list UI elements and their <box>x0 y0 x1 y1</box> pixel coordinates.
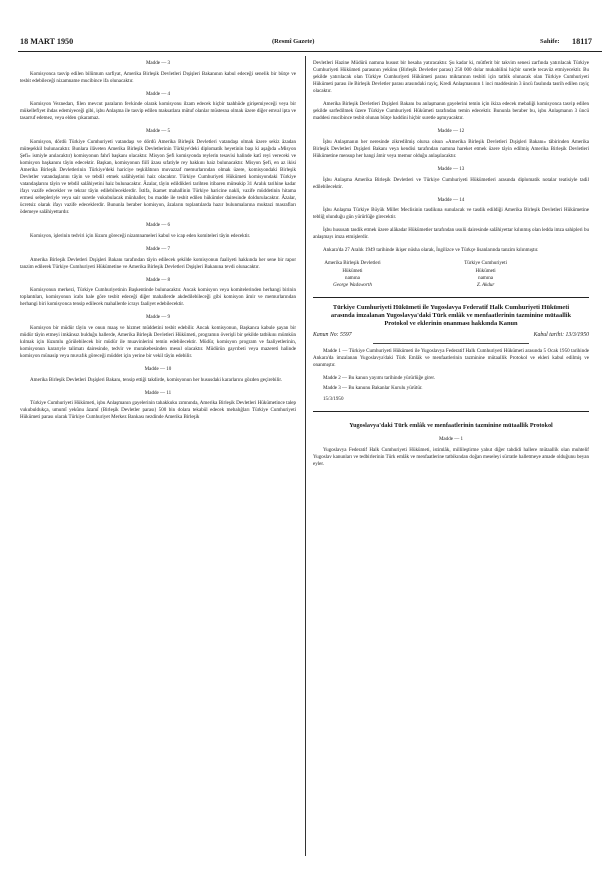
article-text: Komisyonca tasvip edilen bilûmum sarfiyat, Amerika Birleşik Devletleri Dışişleri Bakanının kabul edeceği senelik bir bütçe ve tesbit edebileceği nizamname mucibince ifa olunacaktır. <box>20 70 296 84</box>
signatory-namina-us: namına <box>345 274 360 281</box>
article-text: Komisyon bir müdür tâyin ve onun maaş ve hizmet müddetini tesbit edebilir. Ancak komisyonun, Başkanca kabule şayan bir müdür tâyin etmeyi imkânsız bulduğu hallerde, Amerika Birleşik Devletleri Hükümeti, programın överişli bir şekilde tatbikını mümkün kılmak için lüzumlu görülebilecek bir müdür ile muavinlerini temin edebilecektir. Müdür, komisyon program ve faaliyetlerinin, komisyonun kararıyle talimatı dairesinde, tedvir ve murakebesinden mesul olacaktır. Müdürün gayrıbeti veya mazereti halinde komisyon münasip veya muvafık göreceği müddet için yerine bir vekil tâyin edebilir. <box>20 324 296 360</box>
continuation-paragraph-2: Amerika Birleşik Devletleri Dışişleri Bakanı bu anlaşmanın gayelerini temin için ikiza edecek mebaliği komisyonca tasvip edilen şekilde sarfedilmek üzere Türkiye Cumhuriyeti Hükümeti tarafından temin edecektir. Bununla beraber bu, işbu Anlaşmanın 3 üncü maddesi mucibince tesbit olunan bütçe haddini hiçbir suretle aşmıyacaktır. <box>313 101 589 122</box>
law-date: 15/3/1950 <box>323 395 344 402</box>
signatory-name-tr: Z. Akdur <box>476 281 495 288</box>
article-heading: Madde — 7 <box>145 245 171 252</box>
article-heading: Madde — 4 <box>145 90 171 97</box>
article-heading: Madde — 12 <box>437 128 465 135</box>
article-text: Amerika Birleşik Devletleri Dışişleri Bakanı, tensip ettiği takdirde, komisyonun her hususdaki kararlarını gözden geçirebilir. <box>30 376 282 383</box>
law-meta <box>313 332 589 339</box>
page-header <box>20 37 600 49</box>
article-text: Komisyon, işlerinin tedviri için lüzum göreceği nizamnameleri kabul ve icap eden komiteleri tâyin edecektir. <box>30 232 251 239</box>
protocol-article-heading: Madde — 1 <box>438 436 464 442</box>
page-number: 18117 <box>572 37 593 46</box>
signatory-org-tr: Türkiye Cumhuriyeti Hükümeti <box>464 260 507 274</box>
law-acceptance-date: Kabul tarihi: 13/3/1950 <box>533 331 589 338</box>
law-article: Madde 1 — Türkiye Cumhuriyeti Hükümeti ile Yugoslavya Federatif Halk Cumhuriyeti Hükümeti arasında 5 Ocak 1950 tarihinde Ankara'da imzalanan Yugoslavya'daki Türk Emlâk ve menfaatlerinin tazminine mütaallik Protokol ve ekleri kabul edilmiş ve onanmıştır. <box>313 347 589 368</box>
law-separator <box>373 343 529 344</box>
article-heading: Madde — 14 <box>437 196 465 203</box>
gazette-name: (Resmî Gazete) <box>272 38 315 45</box>
article-heading: Madde — 5 <box>145 128 171 135</box>
page-label: Sahife: <box>540 38 560 45</box>
article-heading: Madde — 11 <box>144 389 172 396</box>
article-heading: Madde — 9 <box>145 314 171 321</box>
article-text: İşbu Anlaşmanın her neresinde zikredilmiş olursa olsun «Amerika Birleşik Devletleri Dışişleri Bakanı» tâbirinden Amerika Birleşik Devletleri Dışişleri Bakanı veya kendisi tarafından namına hareket etmek üzere tâyin edilmiş Amerika Birleşik Devletleri Hükümetine mensup her hangi âmir veya memur olduğu anlaşılacaktır. <box>313 138 589 160</box>
protocol-title: Yugoslavya'daki Türk emlâk ve menfaatlerinin tazminine mütaallik Protokol <box>349 422 553 429</box>
signature-block <box>313 260 589 288</box>
article-text: Komisyon, dördü Türkiye Cumhuriyeti vatandaşı ve dördü Amerika Birleşik Devletleri vatandaşı olmak üzere sekiz âzadan müteşekkil bulunacaktır. Bunlara ilâveten Amerika Birleşik Devletlerinin Türkiye'deki diplomatik heyetinin başı ki aşağıda «Misyon Şefi» ismiyle anılacaktır) komisyonun fahrî başkanı olacaktır. Misyon Şefi komisyonda reylerin tesavisi halinde katî reyi vereceki ve komisyon başkanını tâyin edecektir. Başkan, komisyonun fiilî âzası sıfatiyle rey hakkını haiz bulunacaktır. Misyon Şefi, en az ikisi Amerika Birleşik Devletlerinin Türkiye'deki hariciye teşkilâtının muvazzaf memurlarından olmak üzere, komisyondaki Birleşik Devletler vatandaşlarını tâyin ve tebdil etmek salâhiyetini haiz olacaktır. Türkiye Cumhuriyeti Hükümeti komisyondaki Türkiye vatandaşlarını tâyin ve tebdil salâhiyetini haiz bulunacaktır. Âzalar, tâyin edildikleri tarihten itibaren müteakip 31 Aralık tarihine kadar ifayı vazife edecekler ve tekrar tâyin edilebileceklerdir. İstifa, ikamet mahallinin Türkiye haricine nakli, vazife müddetinin hitama ermesi sebepleriyle veya sair suretle vukubulacak münhaller, bu madde ile tesbit edilen hükümler dairesinde doldurulacaktır. Âzalar, ücretsiz olarak ifayı vazife edeceklerdir. Bununla beraber komisyon, âzaların toplantılarda hazır bulunmalarına muktazi masrafları ödemeye salâhiyettardır. <box>20 138 296 216</box>
signatory-name-us: George Wadsworth <box>333 281 372 288</box>
article-text: Amerika Birleşik Devletleri Dışişleri Bakanı tarafından tâyin edilecek şekilde komisyonun faaliyeti hakkında her sene bir rapor tanzim edilerek Türkiye Cumhuriyeti Hükümetine ve Amerika Birleşik Devletleri Dışişleri Bakanına tevdi olunacaktır. <box>20 256 296 270</box>
article-heading: Madde — 3 <box>145 60 171 66</box>
header-rule <box>18 51 602 52</box>
column-divider <box>305 56 306 856</box>
law-number: Kanun No: 5597 <box>313 331 352 338</box>
article-text: Komisyon Veznedarı, filen mevcut paraların fevkinde olarak komisyonu ilzam edecek hiçbir taahhüde girişemiyeceği veya bir mükellefiyet ihdas edemiyeceği gibi, işbu Anlaşma ile tasvip edilen maksatlara mütuf olanlar müstesna olmak üzere diğer emval ipta ve tasarruf edemez, veya elden çıkaramaz. <box>20 101 296 122</box>
section-rule <box>313 297 589 298</box>
article-heading: Madde — 8 <box>145 276 171 283</box>
law-article: Madde 2 — Bu kanun yayımı tarihinde yürürlüğe girer. <box>323 374 435 381</box>
article-text: Türkiye Cumhuriyeti Hükümeti, işbu Anlaşmanın gayelerinin tahakkuku zımnında, Amerika Birleşik Devletleri Hükümetince talep vukubuldukça, umumî yekûnu âzamî (Birleşik Devletler parası) 500 bin dolara tekabül edecek mebalığları Türkiye Cumhuriyeti Hükümeti parası olarak Türkiye Cumhuriyet Merkez Bankası nezdinde Amerika Birleşik <box>20 400 296 421</box>
signatory-namina-tr: namına <box>478 274 494 281</box>
protocol-article-text: Yugoslavya Federatif Halk Cumhuriyeti Hükümeti, istimlâk, millileştirme yahut diğer tahdidi hallere mütaallik olan muhtelif Yugoslav kanunları ve tedbirlerinin Türk emlâk ve menfaatlerine tatbikından doğan meseleyi sürratle halletmeye amade olduğunu beyan eyler. <box>313 446 589 467</box>
right-column <box>313 60 589 474</box>
issue-date: 18 MART 1950 <box>20 37 74 46</box>
article-text: İşbu Anlaşma Amerika Birleşik Devletleri ve Türkiye Cumhuriyeti Hükümetleri arasında diplomatik notalar teatisiyle tadil edilebilecektir. <box>313 176 589 190</box>
article-text: Komisyonun merkezi, Türkiye Cumhuriyetinin Başkentinde bulunacaktır. Ancak komisyon veya komitelerinden herhangi birinin toplantıları, komisyonun icabı hale göre tesbit edeceği diğer mahallerde akdedilebileceği gibi komisyon âmir ve memurlarından herhangi biri komisyonca tensip edilecek mahallerde icrayı faaliyet edebilecektir. <box>20 287 296 308</box>
signatory-org-us: Amerika Birleşik Devletleri Hükümeti <box>324 260 381 274</box>
article-heading: Madde — 10 <box>144 366 172 373</box>
law-title: Türkiye Cumhuriyeti Hükümeti ile Yugoslavya Federatif Halk Cumhuriyeti Hükümeti arasında imzalanan Yugoslavya'daki Türk emlâk ve menfaatlerinin tazminine mütaallik Protokol ve eklerinin onanması hakkında Kanun <box>330 303 572 327</box>
closing-date-paragraph: Ankara'da 27 Aralık 1949 tarihinde ikişer nüsha olarak, İngilizce ve Türkçe lisanlarında tanzim kılınmıştır. <box>323 247 539 254</box>
article-heading: Madde — 6 <box>145 222 171 229</box>
left-column <box>20 60 296 427</box>
article-text: İşbu Anlaşma Türkiye Büyük Millet Meclisinin tasdikına sunulacak ve tasdik edildiği Amerika Birleşik Devletleri Hükümetine tebliğ olunduğu gün yürürlüğe girecektir. <box>313 207 589 221</box>
continuation-paragraph: Devletleri Hazine Müdürü namına husust bir hesaba yatıracaktır. Şu kadar ki, mütferit bir takvim senesi zarfında yatırılacak Türkiye Cumhuriyeti Hükümeti parasının yekûnu (Birleşik Devletler parası) 250 000 dolar mukabilini hiçbir suretle tecavüz etmiyecektir. Bu şekilde yatırılacak olan Türkiye Cumhuriyeti Hükümeti parası miktarının tesbiti için tatbik olunacak olan Türkiye Cumhuriyeti Hükümeti parası ile Birleşik Devletler parası arasındaki rayiç, Kredi Anlaşmasının 1 inci maddesinin 3 üncü fasılında tasrih edilen rayiç olacaktır. <box>313 60 589 95</box>
law-article: Madde 3 — Bu kanunu Bakanlar Kurulu yürütür. <box>323 384 423 391</box>
article-heading: Madde — 13 <box>437 166 465 173</box>
section-rule-2 <box>313 411 589 412</box>
closing-paragraph: İşbu hususatı tasdik etmek üzere alâkadar Hükümetler tarafından usulü dairesinde salâhiyettar kılınmış olan ledda imza sahipleri bu anlaşmayı imza etmişlerdir. <box>313 227 589 241</box>
